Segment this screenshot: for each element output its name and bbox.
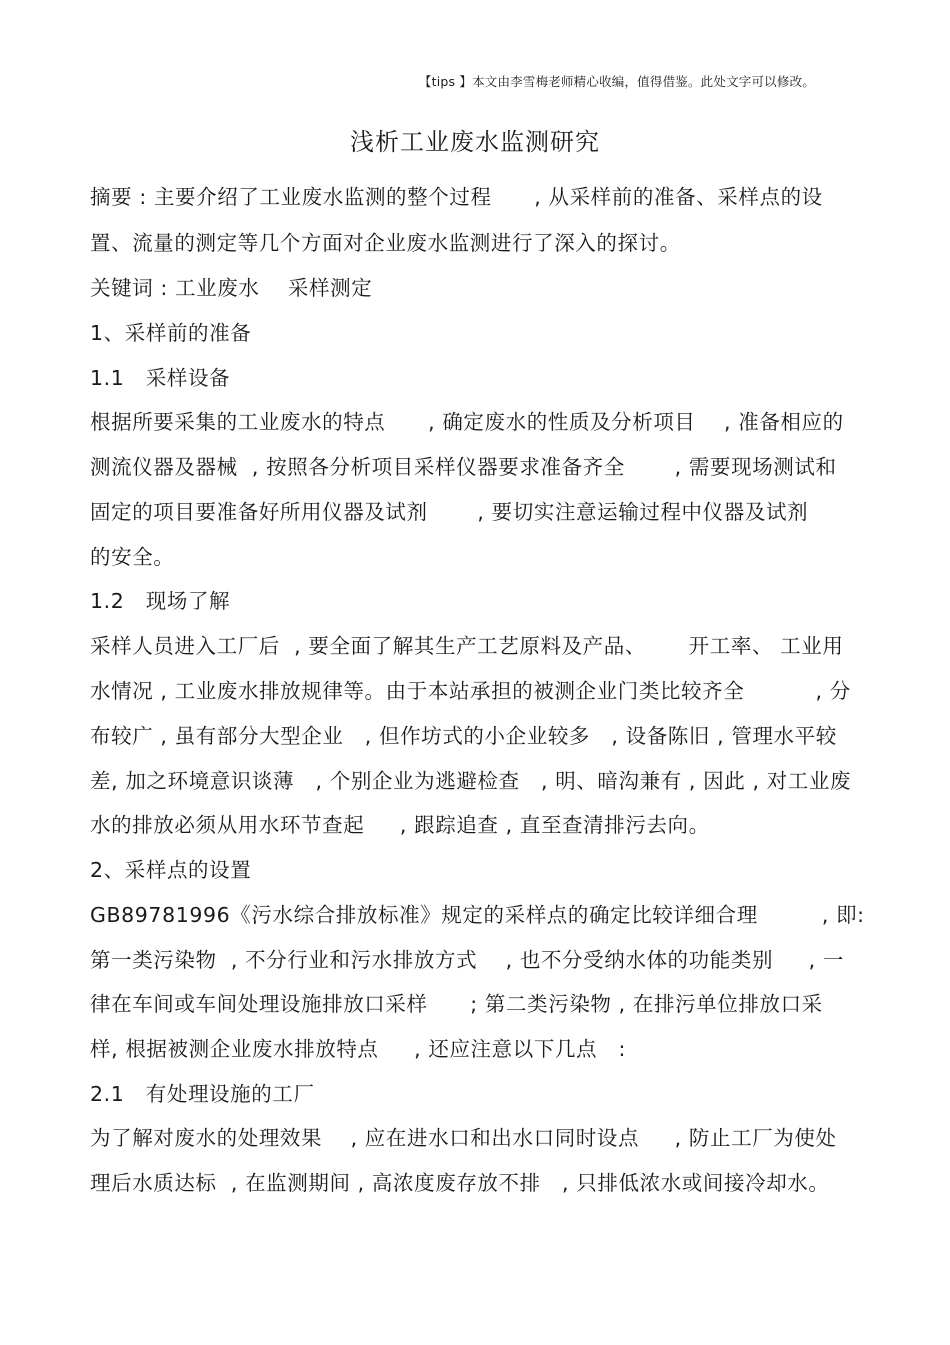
paragraph-line: 水的排放必须从用水环节查起 , 跟踪追查 , 直至查清排污去向。 bbox=[90, 813, 710, 837]
section-heading-2: 2、采样点的设置 bbox=[90, 858, 252, 882]
paragraph-line: 固定的项目要准备好所用仪器及试剂 , 要切实注意运输过程中仪器及试剂 bbox=[90, 500, 809, 524]
subsection-heading-1-2: 1.2 现场了解 bbox=[90, 589, 231, 613]
paragraph-line: 为了解对废水的处理效果 , 应在进水口和出水口同时设点 , 防止工厂为使处 bbox=[90, 1126, 837, 1150]
paragraph-line: 第一类污染物 , 不分行业和污水排放方式 , 也不分受纳水体的功能类别 , 一 bbox=[90, 948, 844, 972]
abstract-line-2: 置、流量的测定等几个方面对企业废水监测进行了深入的探讨。 bbox=[90, 231, 681, 255]
paragraph-line: 水情况 , 工业废水排放规律等。由于本站承担的被测企业门类比较齐全 , 分 bbox=[90, 679, 851, 703]
paragraph-line: 根据所要采集的工业废水的特点 , 确定废水的性质及分析项目 , 准备相应的 bbox=[90, 410, 844, 434]
abstract-line-1: 摘要 : 主要介绍了工业废水监测的整个过程 , 从采样前的准备、采样点的设 bbox=[90, 185, 823, 209]
paragraph-line: 样, 根据被测企业废水排放特点 , 还应注意以下几点 : bbox=[90, 1037, 627, 1061]
paragraph-line: 布较广 , 虽有部分大型企业 , 但作坊式的小企业较多 , 设备陈旧 , 管理水平较 bbox=[90, 724, 837, 748]
paragraph-line: 律在车间或车间处理设施排放口采样 ; 第二类污染物 , 在排污单位排放口采 bbox=[90, 992, 823, 1016]
paragraph-line: GB89781996《污水综合排放标准》规定的采样点的确定比较详细合理 , 即: bbox=[90, 903, 865, 927]
paragraph-line: 差, 加之环境意识谈薄 , 个别企业为逃避检查 , 明、暗沟兼有 , 因此 , 对工业废 bbox=[90, 769, 852, 793]
subsection-heading-2-1: 2.1 有处理设施的工厂 bbox=[90, 1082, 315, 1106]
tips-text: 【tips 】本文由李雪梅老师精心收编，值得借鉴。此处文字可以修改。 bbox=[418, 74, 815, 89]
paragraph-line: 采样人员进入工厂后 , 要全面了解其生产工艺原料及产品、 开工率、 工业用 bbox=[90, 634, 844, 658]
paragraph-line: 的安全。 bbox=[90, 545, 175, 569]
document-title: 浅析工业废水监测研究 bbox=[350, 128, 600, 156]
keywords-line: 关键词 : 工业废水 采样测定 bbox=[90, 276, 373, 300]
subsection-heading-1-1: 1.1 采样设备 bbox=[90, 366, 231, 390]
section-heading-1: 1、采样前的准备 bbox=[90, 321, 252, 345]
paragraph-line: 测流仪器及器械 , 按照各分析项目采样仪器要求准备齐全 , 需要现场测试和 bbox=[90, 455, 837, 479]
paragraph-line: 理后水质达标 , 在监测期间 , 高浓度废存放不排 , 只排低浓水或间接冷却水。 bbox=[90, 1171, 830, 1195]
